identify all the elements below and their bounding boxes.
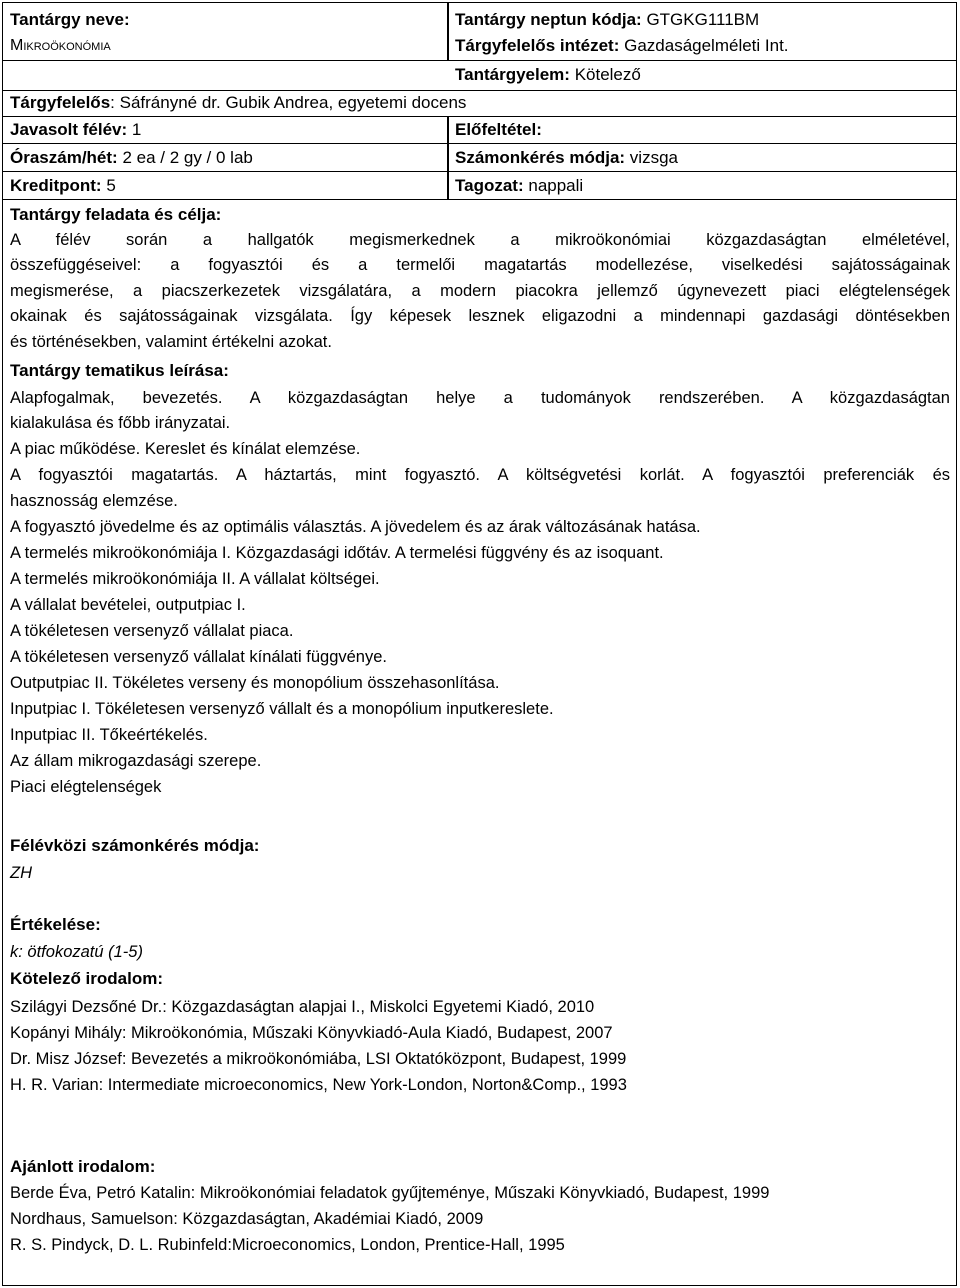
- neptun-value: GTGKG111BM: [646, 10, 760, 29]
- exam-value: vizsga: [629, 148, 678, 167]
- element-row: [455, 64, 641, 86]
- required-item: Szilágyi Dezsőné Dr.: Közgazdaságtan alapjai I., Miskolci Egyetemi Kiadó, 2010: [10, 998, 595, 1016]
- semester-label: Javasolt félév:: [10, 120, 128, 139]
- goal-line-3: megismerése, a piacszerkezetek vizsgálatára, a modern piacokra jellemző úgynevezett piaci elégtelenségek: [10, 282, 950, 300]
- exam-row: [455, 147, 678, 169]
- required-title: Kötelező irodalom:: [10, 969, 164, 988]
- credit-label: Kreditpont:: [10, 176, 102, 195]
- midterm-value: ZH: [10, 864, 32, 882]
- topic-line: A termelés mikroökonómiája II. A vállalat költségei.: [10, 570, 380, 588]
- recommended-item: R. S. Pindyck, D. L. Rubinfeld:Microeconomics, London, Prentice-Hall, 1995: [10, 1236, 565, 1254]
- semester-value: 1: [131, 120, 142, 139]
- prereq-row: [455, 119, 542, 141]
- topic-line: A tökéletesen versenyző vállalat piaca.: [10, 622, 294, 640]
- hours-row: [10, 147, 253, 169]
- hours-value: 2 ea / 2 gy / 0 lab: [122, 148, 253, 167]
- topic-line: Inputpiac I. Tökéletesen versenyző vállalt és a monopólium inputkereslete.: [10, 700, 554, 718]
- recommended-title: Ajánlott irodalom:: [10, 1157, 156, 1176]
- responsible-label: Tárgyfelelős: [10, 93, 111, 112]
- hours-label: Óraszám/hét:: [10, 148, 118, 167]
- institute-label: Tárgyfelelős intézet:: [455, 36, 620, 55]
- semester-row: [10, 119, 141, 141]
- credit-value: 5: [106, 176, 116, 195]
- required-item: Dr. Misz József: Bevezetés a mikroökonómiába, LSI Oktatóközpont, Budapest, 1999: [10, 1050, 627, 1068]
- goal-line-1: A félév során a hallgatók megismerkednek a mikroökonómiai közgazdaságtan elméletével,: [10, 231, 950, 249]
- topic-line: hasznosság elemzése.: [10, 492, 178, 510]
- required-item: H. R. Varian: Intermediate microeconomics, New York-London, Norton&Comp., 1993: [10, 1076, 627, 1094]
- topic-line: A piac működése. Kereslet és kínálat elemzése.: [10, 440, 361, 458]
- evaluation-value: k: ötfokozatú (1-5): [10, 943, 143, 961]
- section-value: nappali: [528, 176, 584, 195]
- topic-line: Piaci elégtelenségek: [10, 778, 162, 796]
- topic-line: A tökéletesen versenyző vállalat kínálati függvénye.: [10, 648, 387, 666]
- responsible-row: [10, 92, 466, 114]
- neptun-label: Tantárgy neptun kódja:: [455, 10, 642, 29]
- topic-line: Inputpiac II. Tőkeértékelés.: [10, 726, 208, 744]
- institute-value: Gazdaságelméleti Int.: [624, 36, 789, 55]
- topic-line: A fogyasztói magatartás. A háztartás, mint fogyasztó. A költségvetési korlát. A fogyasztói preferenciák és: [10, 466, 950, 484]
- evaluation-title: Értékelése:: [10, 915, 101, 934]
- goal-line-2: összefüggéseivel: a fogyasztói és a termelői magatartás modellezése, viselkedési sajátosságainak: [10, 256, 950, 274]
- topic-line: Az állam mikrogazdasági szerepe.: [10, 752, 262, 770]
- goal-line-5: és történésekben, valamint értékelni azokat.: [10, 333, 332, 351]
- credit-row: [10, 175, 116, 197]
- topic-line: Outputpiac II. Tökéletes verseny és monopólium összehasonlítása.: [10, 674, 500, 692]
- goal-title: Tantárgy feladata és célja:: [10, 205, 222, 224]
- recommended-item: Berde Éva, Petró Katalin: Mikroökonómiai feladatok gyűjteménye, Műszaki Könyvkiadó, Budapest, 1999: [10, 1184, 770, 1202]
- goal-line-4: okainak és sajátosságainak vizsgálata. Így képesek lesznek eligazodni a mindennapi gazdasági döntésekben: [10, 307, 950, 325]
- neptun-row: [455, 9, 759, 31]
- responsible-value: : Sáfrányné dr. Gubik Andrea, egyetemi docens: [110, 93, 467, 112]
- section-row: [455, 175, 583, 197]
- course-name-value: Mikroökonómia: [10, 37, 111, 54]
- element-label: Tantárgyelem:: [455, 65, 570, 84]
- prereq-label: Előfeltétel:: [455, 120, 542, 139]
- topic-line: kialakulása és főbb irányzatai.: [10, 414, 231, 432]
- required-item: Kopányi Mihály: Mikroökonómia, Műszaki Könyvkiadó-Aula Kiadó, Budapest, 2007: [10, 1024, 613, 1042]
- element-value: Kötelező: [574, 65, 641, 84]
- institute-row: [455, 35, 789, 57]
- topic-line: A termelés mikroökonómiája I. Közgazdasági időtáv. A termelési függvény és az isoquant.: [10, 544, 664, 562]
- exam-label: Számonkérés módja:: [455, 148, 626, 167]
- topic-line: A fogyasztó jövedelme és az optimális választás. A jövedelem és az árak változásának hatása.: [10, 518, 701, 536]
- topic-line: A vállalat bevételei, outputpiac I.: [10, 596, 246, 614]
- topic-line: Alapfogalmak, bevezetés. A közgazdaságtan helye a tudományok rendszerében. A közgazdaságtan: [10, 389, 950, 407]
- section-label: Tagozat:: [455, 176, 524, 195]
- midterm-title: Félévközi számonkérés módja:: [10, 836, 260, 855]
- course-name-label: Tantárgy neve:: [10, 10, 130, 29]
- recommended-item: Nordhaus, Samuelson: Közgazdaságtan, Akadémiai Kiadó, 2009: [10, 1210, 484, 1228]
- topics-title: Tantárgy tematikus leírása:: [10, 361, 229, 380]
